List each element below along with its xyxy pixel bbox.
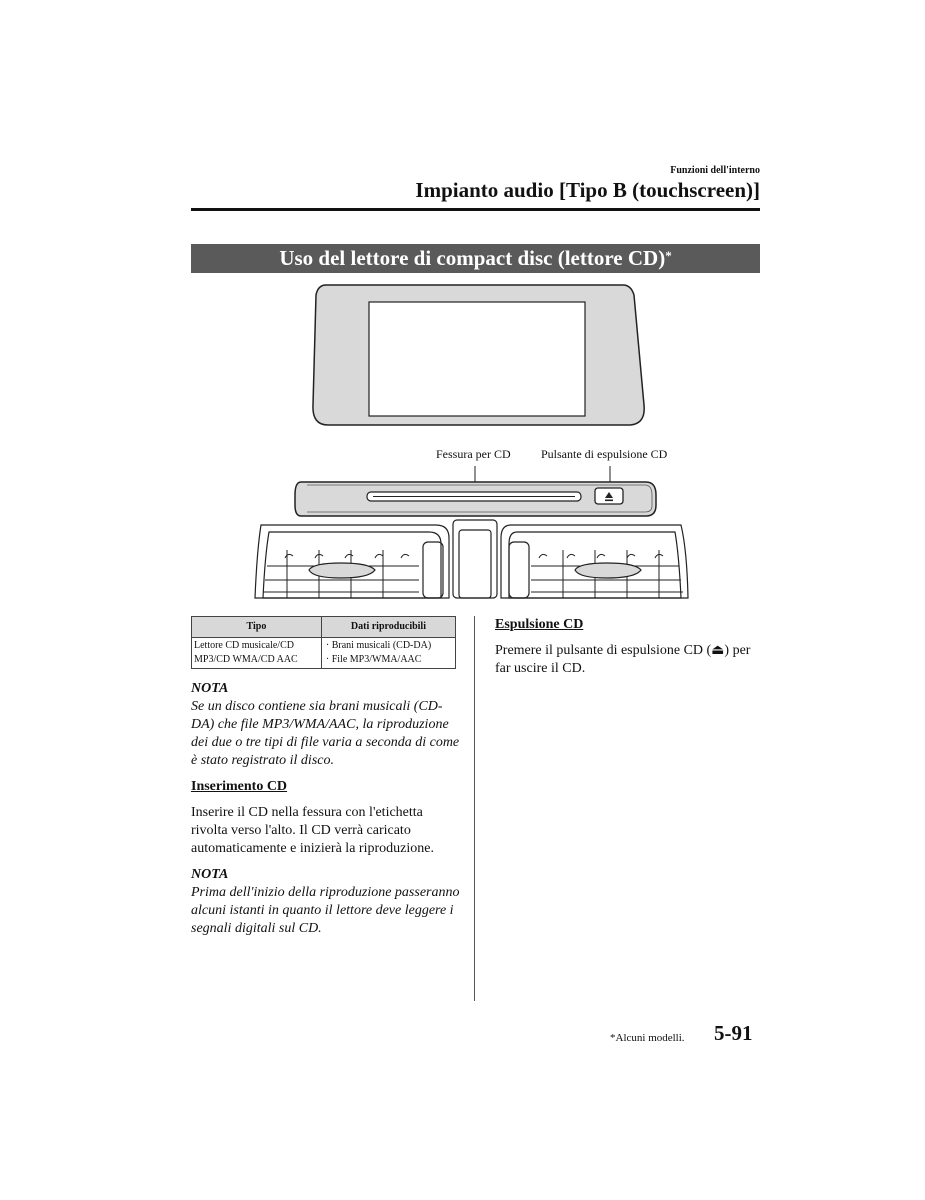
left-column [191, 680, 461, 946]
nota-title: NOTA [191, 867, 229, 882]
table-cell-dati [321, 638, 455, 669]
right-column [495, 616, 765, 686]
playable-media-table [191, 616, 456, 669]
chapter-title: Impianto audio [Tipo B (touchscreen)] [415, 178, 760, 202]
callout-cd-slot: Fessura per CD [436, 447, 511, 461]
callout-eject-button: Pulsante di espulsione CD [541, 447, 668, 461]
table-header-tipo: Tipo [192, 617, 322, 638]
insert-cd-heading: Inserimento CD [191, 779, 288, 794]
nota-title: NOTA [191, 681, 229, 696]
cd-player-illustration [191, 280, 760, 600]
table-row [192, 638, 456, 669]
nota-text: Prima dell'inizio della riproduzione passeranno alcuni istanti in quanto il lettore deve leggere i segnali digitali sul CD. [191, 885, 460, 936]
nota-text: Se un disco contiene sia brani musicali (CD-DA) che file MP3/WMA/AAC, la riproduzione dei due o tre tipi di file varia a seconda di come è stato registrato il disco. [191, 699, 460, 768]
section-banner [191, 244, 760, 273]
section-banner-asterisk: * [665, 248, 672, 263]
column-divider [474, 616, 475, 1001]
table-cell-line: · Brani musicali (CD-DA) [325, 640, 432, 651]
header-rule [191, 208, 760, 211]
table-header-dati: Dati riproducibili [321, 617, 455, 638]
dashboard-vents [255, 520, 688, 598]
eject-icon [595, 488, 623, 504]
section-label: Funzioni dell'interno [670, 165, 760, 176]
section-banner-title: Uso del lettore di compact disc (lettore CD) [279, 246, 666, 270]
table-cell-line: Lettore CD musicale/CD [194, 640, 294, 651]
eject-cd-heading: Espulsione CD [495, 617, 584, 632]
table-header-row [192, 617, 456, 638]
footnote: *Alcuni modelli. [610, 1032, 685, 1044]
page-number: 5-91 [714, 1021, 753, 1045]
table-cell-line: MP3/CD WMA/CD AAC [194, 654, 298, 665]
table-cell-tipo [192, 638, 322, 669]
insert-cd-text: Inserire il CD nella fessura con l'etichetta rivolta verso l'alto. Il CD verrà caricato automaticamente e inizierà la riproduzione. [191, 805, 434, 856]
table-cell-line: · File MP3/WMA/AAC [325, 654, 422, 665]
eject-cd-text: Premere il pulsante di espulsione CD (⏏) per far uscire il CD. [495, 643, 751, 676]
touchscreen-display [313, 285, 644, 425]
